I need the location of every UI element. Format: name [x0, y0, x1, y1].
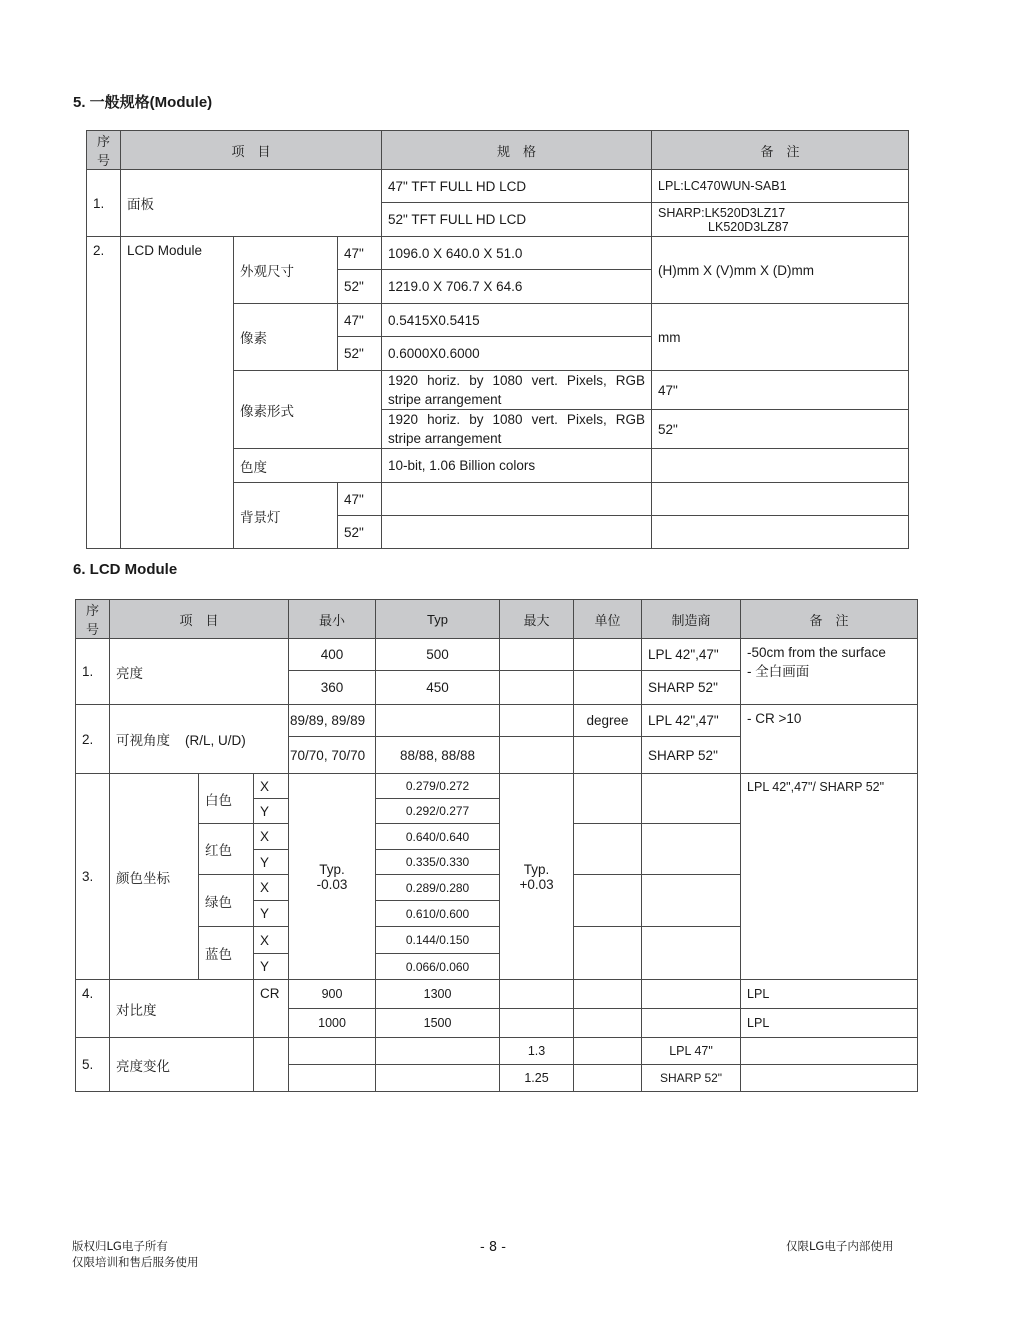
white-label: 白色: [199, 774, 254, 824]
brightness-max-2: [500, 671, 574, 705]
viewing-angle-min-2: 70/70, 70/70: [289, 737, 376, 774]
header-typ: Typ: [376, 600, 500, 639]
header-min: 最小: [289, 600, 376, 639]
contrast-unit-2: [574, 1009, 642, 1038]
contrast-typ-1: 1300: [376, 980, 500, 1009]
red-unit: [574, 824, 642, 875]
contrast-unit-1: [574, 980, 642, 1009]
backlight-size-52: 52": [338, 516, 382, 549]
pixel-remark: mm: [652, 304, 909, 371]
brightness-typ-1: 500: [376, 639, 500, 671]
blue-x-value: 0.144/0.150: [376, 927, 500, 954]
white-x-value: 0.279/0.272: [376, 774, 500, 799]
header-item: 项 目: [121, 131, 382, 170]
header-unit: 单位: [574, 600, 642, 639]
brightness-var-symbol: [254, 1038, 289, 1092]
white-maker: [642, 774, 741, 824]
blue-y-axis: Y: [254, 954, 289, 980]
green-y-axis: Y: [254, 901, 289, 927]
viewing-angle-no: 2.: [76, 705, 110, 774]
viewing-angle-typ-2: 88/88, 88/88: [376, 737, 500, 774]
brightness-remark-1: -50cm from the surface: [747, 645, 886, 660]
contrast-remark-1: LPL: [741, 980, 918, 1009]
viewing-angle-maker-2: SHARP 52": [642, 737, 741, 774]
color-coords-max-label: Typ.: [523, 861, 550, 877]
header-spec: 规 格: [382, 131, 652, 170]
viewing-angle-unit-2: [574, 737, 642, 774]
lcd-module-table: [75, 599, 918, 1092]
viewing-angle-typ-1: [376, 705, 500, 737]
header-max: 最大: [500, 600, 574, 639]
contrast-max-2: [500, 1009, 574, 1038]
white-unit: [574, 774, 642, 824]
pixel-value-52: 0.6000X0.6000: [382, 337, 652, 371]
header-remark: 备 注: [741, 600, 918, 639]
panel-remark-52: [652, 203, 909, 237]
pixel-format-value-47: 1920 horiz. by 1080 vert. Pixels, RGB stripe arrangement: [382, 371, 652, 410]
green-x-axis: X: [254, 875, 289, 901]
brightness-var-typ-2: [376, 1065, 500, 1092]
section-6-title: 6. LCD Module: [73, 561, 178, 578]
module-no: 2.: [87, 237, 121, 549]
brightness-max-1: [500, 639, 574, 671]
viewing-angle-unit: degree: [574, 705, 642, 737]
white-y-axis: Y: [254, 799, 289, 824]
viewing-angle-remark: - CR >10: [741, 705, 918, 774]
color-coords-remark: LPL 42",47"/ SHARP 52": [741, 774, 918, 980]
green-label: 绿色: [199, 875, 254, 927]
footer-copyright: 版权归LG电子所有: [72, 1239, 168, 1253]
green-maker: [642, 875, 741, 927]
red-maker: [642, 824, 741, 875]
contrast-maker-2: [642, 1009, 741, 1038]
general-spec-table: [86, 130, 909, 549]
page-number: - 8 -: [480, 1240, 506, 1255]
outline-size-52: 52": [338, 270, 382, 304]
blue-unit: [574, 927, 642, 980]
outline-remark: (H)mm X (V)mm X (D)mm: [652, 237, 909, 304]
footer-left: [72, 1238, 199, 1270]
brightness-var-max-2: 1.25: [500, 1065, 574, 1092]
pixel-value-47: 0.5415X0.5415: [382, 304, 652, 337]
pixel-format-remark-47: 47": [652, 371, 909, 410]
viewing-angle-max-1: [500, 705, 574, 737]
color-depth-remark: [652, 449, 909, 483]
footer-right: 仅限LG电子内部使用: [786, 1239, 894, 1253]
brightness-typ-2: 450: [376, 671, 500, 705]
viewing-angle-min-1: 89/89, 89/89: [289, 705, 376, 737]
red-y-axis: Y: [254, 850, 289, 875]
brightness-var-max-1: 1.3: [500, 1038, 574, 1065]
blue-label: 蓝色: [199, 927, 254, 980]
panel-no: 1.: [87, 170, 121, 237]
contrast-min-2: 1000: [289, 1009, 376, 1038]
blue-maker: [642, 927, 741, 980]
contrast-no: 4.: [76, 980, 110, 1038]
brightness-var-min-2: [289, 1065, 376, 1092]
white-y-value: 0.292/0.277: [376, 799, 500, 824]
green-x-value: 0.289/0.280: [376, 875, 500, 901]
panel-remark-52-line1: SHARP:LK520D3LZ17: [658, 205, 786, 220]
brightness-maker-1: LPL 42",47": [642, 639, 741, 671]
header-maker: 制造商: [642, 600, 741, 639]
header-no: 序号: [87, 131, 121, 170]
brightness-var-min-1: [289, 1038, 376, 1065]
red-y-value: 0.335/0.330: [376, 850, 500, 875]
color-coords-max: [500, 774, 574, 980]
color-depth-value: 10-bit, 1.06 Billion colors: [382, 449, 652, 483]
brightness-var-no: 5.: [76, 1038, 110, 1092]
viewing-angle-maker-1: LPL 42",47": [642, 705, 741, 737]
section-5-title: 5. 一般规格(Module): [73, 94, 213, 111]
panel-remark-52-line2: LK520D3LZ87: [708, 219, 789, 234]
outline-label: 外观尺寸: [234, 237, 338, 304]
red-x-value: 0.640/0.640: [376, 824, 500, 850]
header-item: 项 目: [110, 600, 289, 639]
pixel-format-label: 像素形式: [234, 371, 382, 449]
panel-remark-47: LPL:LC470WUN-SAB1: [652, 170, 909, 203]
color-depth-label: 色度: [234, 449, 382, 483]
backlight-remark-47: [652, 483, 909, 516]
brightness-var-remark-1: [741, 1038, 918, 1065]
pixel-format-remark-52: 52": [652, 410, 909, 449]
brightness-var-unit-1: [574, 1038, 642, 1065]
green-y-value: 0.610/0.600: [376, 901, 500, 927]
brightness-no: 1.: [76, 639, 110, 705]
outline-value-52: 1219.0 X 706.7 X 64.6: [382, 270, 652, 304]
brightness-var-label: 亮度变化: [110, 1038, 254, 1092]
color-coords-min-label: Typ.: [319, 861, 345, 877]
brightness-label: 亮度: [110, 639, 289, 705]
color-coords-min-sub: -0.03: [316, 876, 348, 892]
outline-size-47: 47": [338, 237, 382, 270]
backlight-size-47: 47": [338, 483, 382, 516]
red-x-axis: X: [254, 824, 289, 850]
brightness-remark-2: - 全白画面: [747, 664, 810, 679]
panel-spec-52: 52" TFT FULL HD LCD: [382, 203, 652, 237]
contrast-remark-2: LPL: [741, 1009, 918, 1038]
brightness-min-2: 360: [289, 671, 376, 705]
pixel-format-value-52: 1920 horiz. by 1080 vert. Pixels, RGB stripe arrangement: [382, 410, 652, 449]
viewing-angle-max-2: [500, 737, 574, 774]
brightness-remark: [741, 639, 918, 705]
brightness-var-maker-1: LPL 47": [642, 1038, 741, 1065]
brightness-min-1: 400: [289, 639, 376, 671]
brightness-unit-1: [574, 639, 642, 671]
header-no: 序号: [76, 600, 110, 639]
contrast-min-1: 900: [289, 980, 376, 1009]
color-coords-label: 颜色坐标: [110, 774, 199, 980]
contrast-max-1: [500, 980, 574, 1009]
pixel-size-47: 47": [338, 304, 382, 337]
outline-value-47: 1096.0 X 640.0 X 51.0: [382, 237, 652, 270]
contrast-maker-1: [642, 980, 741, 1009]
brightness-maker-2: SHARP 52": [642, 671, 741, 705]
footer-usage: 仅限培训和售后服务使用: [72, 1255, 199, 1269]
brightness-unit-2: [574, 671, 642, 705]
blue-y-value: 0.066/0.060: [376, 954, 500, 980]
header-remark: 备 注: [652, 131, 909, 170]
module-label: LCD Module: [121, 237, 234, 549]
backlight-value-52: [382, 516, 652, 549]
pixel-size-52: 52": [338, 337, 382, 371]
backlight-remark-52: [652, 516, 909, 549]
brightness-var-maker-2: SHARP 52": [642, 1065, 741, 1092]
white-x-axis: X: [254, 774, 289, 799]
pixel-label: 像素: [234, 304, 338, 371]
contrast-typ-2: 1500: [376, 1009, 500, 1038]
panel-label: 面板: [121, 170, 382, 237]
green-unit: [574, 875, 642, 927]
backlight-label: 背景灯: [234, 483, 338, 549]
brightness-var-unit-2: [574, 1065, 642, 1092]
contrast-symbol: CR: [254, 980, 289, 1038]
blue-x-axis: X: [254, 927, 289, 954]
viewing-angle-label: [110, 705, 289, 774]
red-label: 红色: [199, 824, 254, 875]
brightness-var-remark-2: [741, 1065, 918, 1092]
backlight-value-47: [382, 483, 652, 516]
viewing-angle-item: 可视角度: [116, 733, 170, 748]
contrast-label: 对比度: [110, 980, 254, 1038]
panel-spec-47: 47" TFT FULL HD LCD: [382, 170, 652, 203]
brightness-var-typ-1: [376, 1038, 500, 1065]
color-coords-min: [289, 774, 376, 980]
color-coords-no: 3.: [76, 774, 110, 980]
color-coords-max-sub: +0.03: [519, 876, 554, 892]
viewing-angle-item-sub: (R/L, U/D): [185, 733, 246, 748]
